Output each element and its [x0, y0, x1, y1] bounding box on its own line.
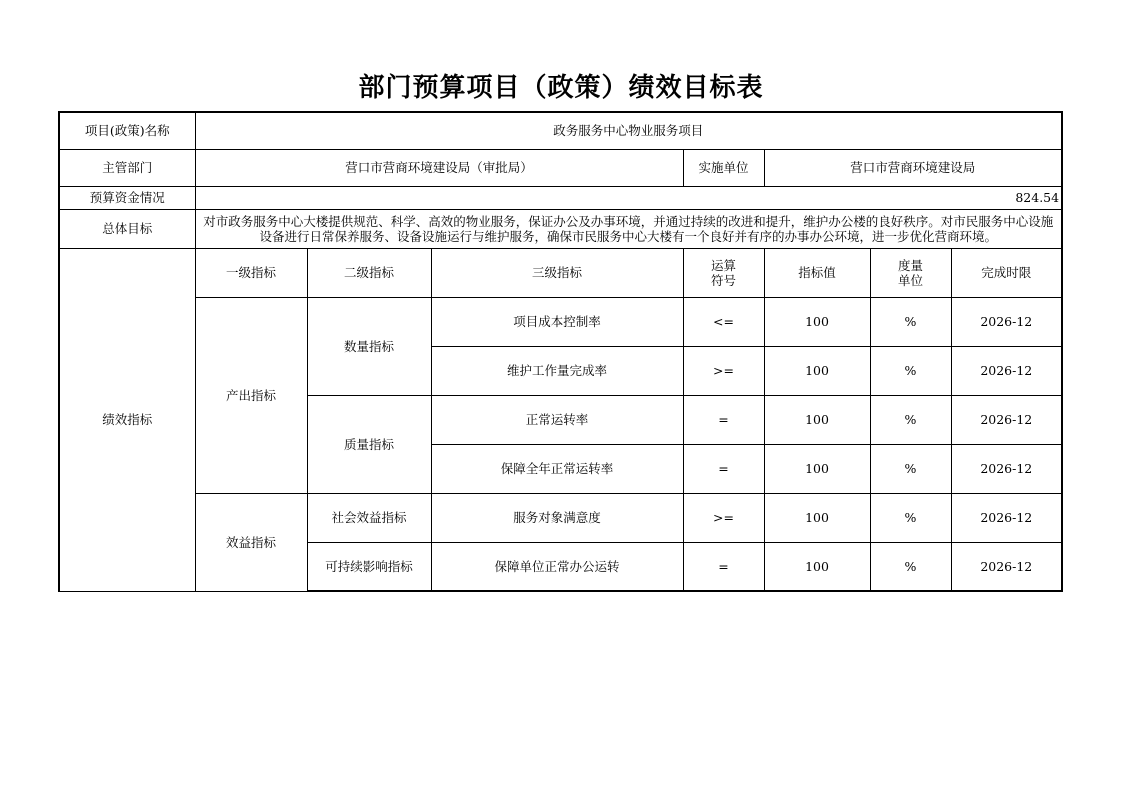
value-cell: 100 — [764, 395, 870, 444]
department-value: 营口市营商环境建设局（审批局） — [195, 149, 683, 186]
deadline-cell: 2026-12 — [951, 346, 1062, 395]
row-budget — [59, 186, 1062, 209]
level3-cell: 维护工作量完成率 — [431, 346, 683, 395]
overall-goal-label: 总体目标 — [59, 209, 195, 248]
level2-social-benefit: 社会效益指标 — [307, 493, 431, 542]
level2-quantity: 数量指标 — [307, 297, 431, 395]
value-cell: 100 — [764, 444, 870, 493]
unit-cell: % — [870, 493, 951, 542]
row-department — [59, 149, 1062, 186]
header-level2: 二级指标 — [307, 248, 431, 297]
level2-sustainable-impact: 可持续影响指标 — [307, 542, 431, 591]
operator-cell: >= — [683, 493, 764, 542]
budget-value: 824.54 — [195, 186, 1062, 209]
level3-cell: 保障单位正常办公运转 — [431, 542, 683, 591]
row-project-name — [59, 112, 1062, 149]
level3-cell: 正常运转率 — [431, 395, 683, 444]
header-unit — [870, 248, 951, 297]
header-operator-line2: 符号 — [710, 272, 736, 288]
unit-cell: % — [870, 542, 951, 591]
level3-cell: 项目成本控制率 — [431, 297, 683, 346]
deadline-cell: 2026-12 — [951, 395, 1062, 444]
unit-cell: % — [870, 444, 951, 493]
operator-cell: <= — [683, 297, 764, 346]
page-title: 部门预算项目（政策）绩效目标表 — [358, 73, 764, 103]
header-operator — [683, 248, 764, 297]
project-name-value: 政务服务中心物业服务项目 — [195, 112, 1062, 149]
value-cell: 100 — [764, 493, 870, 542]
header-deadline: 完成时限 — [951, 248, 1062, 297]
header-level3: 三级指标 — [431, 248, 683, 297]
department-label: 主管部门 — [59, 149, 195, 186]
level1-benefit: 效益指标 — [195, 493, 307, 591]
header-value: 指标值 — [764, 248, 870, 297]
unit-cell: % — [870, 395, 951, 444]
deadline-cell: 2026-12 — [951, 297, 1062, 346]
indicators-section-label: 绩效指标 — [59, 248, 195, 591]
operator-cell: = — [683, 395, 764, 444]
unit-cell: % — [870, 297, 951, 346]
level2-quality: 质量指标 — [307, 395, 431, 493]
operator-cell: = — [683, 542, 764, 591]
unit-cell: % — [870, 346, 951, 395]
header-unit-line2: 单位 — [897, 272, 923, 288]
level3-cell: 保障全年正常运转率 — [431, 444, 683, 493]
deadline-cell: 2026-12 — [951, 542, 1062, 591]
header-operator-line1: 运算 — [710, 257, 736, 273]
deadline-cell: 2026-12 — [951, 444, 1062, 493]
row-overall-goal — [59, 209, 1062, 248]
table-row — [59, 493, 1062, 542]
implementing-unit-label: 实施单位 — [683, 149, 764, 186]
header-level1: 一级指标 — [195, 248, 307, 297]
header-unit-line1: 度量 — [897, 257, 923, 273]
row-indicator-headers — [59, 248, 1062, 297]
budget-label: 预算资金情况 — [59, 186, 195, 209]
deadline-cell: 2026-12 — [951, 493, 1062, 542]
overall-goal-value: 对市政务服务中心大楼提供规范、科学、高效的物业服务，保证办公及办事环境，并通过持续的改进和提升，维护办公楼的良好秩序。对市民服务中心设施设备进行日常保养服务、设备设施运行与维护服务，确保市民服务中心大楼有一个良好并有序的办事办公环境，进一步优化营商环境。 — [195, 209, 1062, 248]
table-row — [59, 297, 1062, 346]
project-name-label: 项目(政策)名称 — [59, 112, 195, 149]
value-cell: 100 — [764, 542, 870, 591]
operator-cell: >= — [683, 346, 764, 395]
implementing-unit-value: 营口市营商环境建设局 — [764, 149, 1062, 186]
operator-cell: = — [683, 444, 764, 493]
level1-output: 产出指标 — [195, 297, 307, 493]
performance-target-table — [58, 111, 1063, 592]
value-cell: 100 — [764, 297, 870, 346]
value-cell: 100 — [764, 346, 870, 395]
level3-cell: 服务对象满意度 — [431, 493, 683, 542]
